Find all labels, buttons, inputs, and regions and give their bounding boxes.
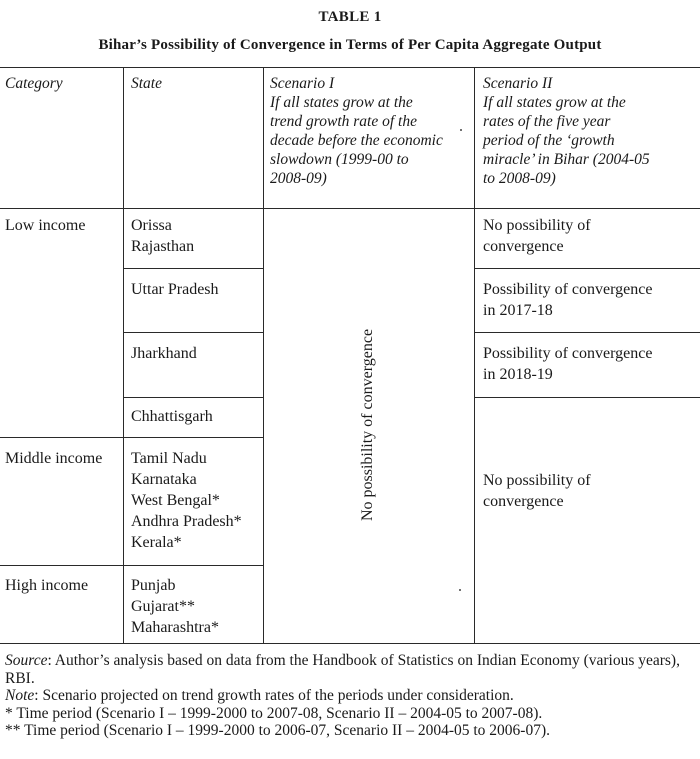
source-note [5,652,695,687]
header-scenario1-line: trend growth rate of the [270,113,417,130]
table-footnotes [5,652,695,740]
table-title: Bihar’s Possibility of Convergence in Terms of Per Capita Aggregate Output [98,37,602,53]
header-scenario1-line: 2008-09) [270,170,327,187]
rule-middle-high [0,565,263,566]
category-low-income: Low income [5,217,86,234]
header-scenario2-line: rates of the five year [483,113,611,130]
rule-header-bottom [0,208,700,209]
header-scenario2-line: period of the ‘growth [483,132,615,149]
state-name: West Bengal* [131,492,220,509]
rule-state-3 [123,397,263,398]
footnote-double-star: ** Time period (Scenario I – 1999-2000 to 2006-07, Scenario II – 2004-05 to 2006-07). [5,722,551,739]
category-middle-income: Middle income [5,450,103,467]
scenario2-result-line: in 2017-18 [483,302,553,319]
source-label: Source [5,652,48,669]
print-speck [459,589,461,591]
state-name: Maharashtra* [131,619,219,636]
header-scenario1-line: If all states grow at the [270,94,413,111]
scenario2-result-line: convergence [483,238,564,255]
state-name: Rajasthan [131,238,195,255]
scenario2-result-line: convergence [483,493,564,510]
scenario2-result-line: No possibility of [483,472,591,489]
header-category: Category [5,75,63,92]
state-name: Orissa [131,217,172,234]
state-name: Tamil Nadu [131,450,207,467]
rule-state-1 [123,268,263,269]
scenario2-result-line: Possibility of convergence [483,345,653,362]
header-scenario2-line: miracle’ in Bihar (2004-05 [483,151,650,168]
note [5,687,695,705]
header-scenario1-line: slowdown (1999-00 to [270,151,409,168]
col-rule-3 [474,67,475,643]
scenario2-result-line: Possibility of convergence [483,281,653,298]
header-scenario2-line: If all states grow at the [483,94,626,111]
header-scenario1-title: Scenario I [270,75,335,92]
note-text: : Scenario projected on trend growth rates of the periods under consideration. [34,687,514,704]
scenario2-result-line: No possibility of [483,217,591,234]
rule-state-2 [123,332,263,333]
note-label: Note [5,687,35,704]
print-speck [460,129,462,131]
state-name: Karnataka [131,471,197,488]
scenario2-result-line: in 2018-19 [483,366,553,383]
rule-top [0,67,700,68]
state-name: Punjab [131,577,176,594]
header-scenario2-title: Scenario II [483,75,553,92]
col-rule-2 [263,67,264,643]
header-scenario2-line: to 2008-09) [483,170,556,187]
rule-low-middle [0,437,263,438]
table-number: TABLE 1 [318,9,382,25]
scenario1-result: No possibility of convergence [359,328,376,522]
state-name: Jharkhand [131,345,197,362]
category-high-income: High income [5,577,89,594]
source-text: : Author’s analysis based on data from the Handbook of Statistics on Indian Economy (various years), RBI. [5,652,680,687]
rule-table-bottom [0,643,700,644]
header-scenario1-line: decade before the economic [270,132,443,149]
state-name: Uttar Pradesh [131,281,219,298]
state-name: Andhra Pradesh* [131,513,242,530]
header-state: State [131,75,162,92]
state-name: Gujarat** [131,598,195,615]
rule-s2-2 [474,332,700,333]
rule-s2-3 [474,397,700,398]
col-rule-1 [123,67,124,643]
footnote-single-star: * Time period (Scenario I – 1999-2000 to 2007-08, Scenario II – 2004-05 to 2007-08). [5,704,543,722]
rule-s2-1 [474,268,700,269]
state-name: Chhattisgarh [131,408,213,425]
state-name: Kerala* [131,534,182,551]
